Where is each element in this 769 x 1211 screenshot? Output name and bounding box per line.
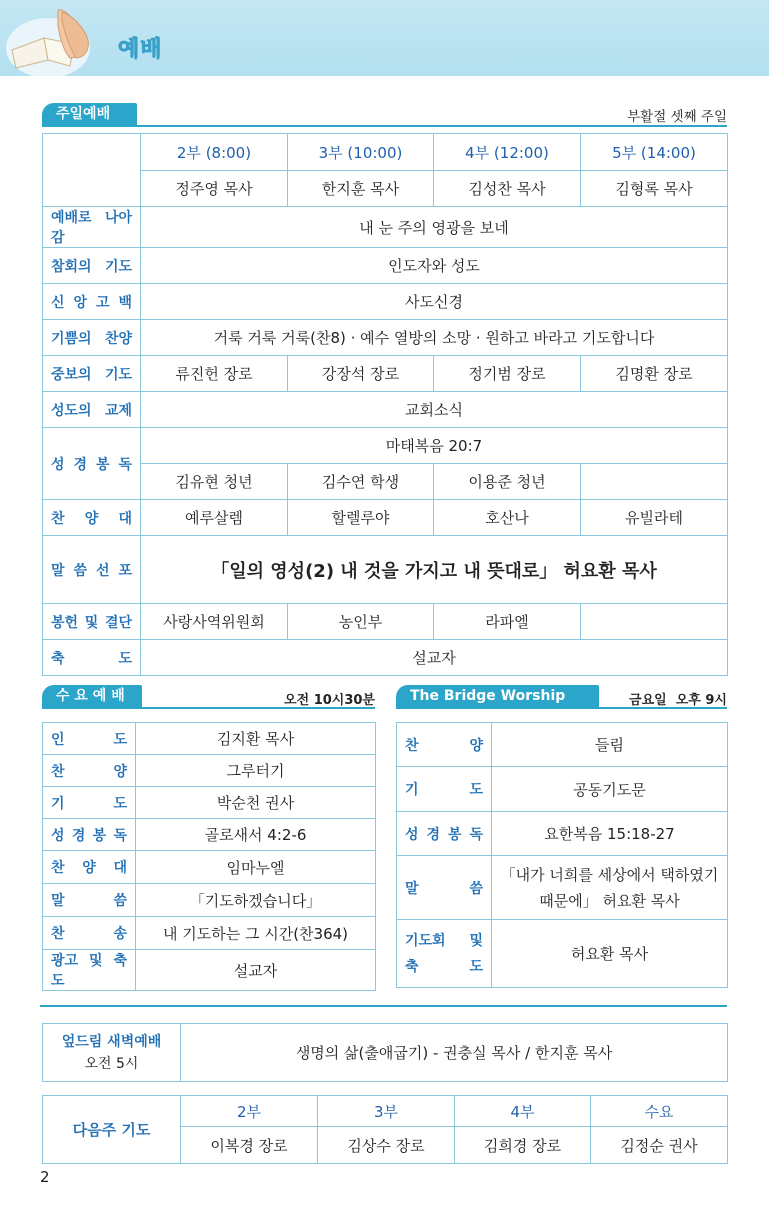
row-value: 「기도하겠습니다」 (136, 884, 376, 917)
reading-reader (581, 464, 728, 500)
sermon-value (492, 856, 728, 920)
sermon-value: 「일의 영성(2) 내 것을 가지고 내 뜻대로」 허요환 목사 (141, 536, 728, 604)
row-value: 그루터기 (136, 755, 376, 787)
praying-hands-bible-icon (4, 2, 100, 76)
row-value: 내 기도하는 그 시간(찬364) (136, 917, 376, 950)
row-label: 찬 송 (43, 917, 136, 950)
corner-cell (43, 134, 141, 207)
row-label (397, 920, 492, 988)
row-value: 임마누엘 (136, 851, 376, 884)
row-value: 설교자 (136, 950, 376, 991)
dawn-value: 생명의 삶(출애굽기) - 권충실 목사 / 한지훈 목사 (181, 1024, 728, 1082)
row-value: 허요환 목사 (492, 920, 728, 988)
row-label: 기 도 (397, 767, 492, 812)
prayer-name: 김상수 장로 (318, 1127, 455, 1164)
service-time: 5부 (14:00) (581, 134, 728, 171)
bridge-worship-tab: The Bridge Worship (396, 685, 599, 708)
row-value: 김지환 목사 (136, 723, 376, 755)
page-number: 2 (40, 1168, 50, 1186)
row-value: 박순천 권사 (136, 787, 376, 819)
offering-name: 라파엘 (434, 604, 581, 640)
row-label: 말 씀 (397, 856, 492, 920)
intercession-name: 정기범 장로 (434, 356, 581, 392)
service-pastor: 김성찬 목사 (434, 171, 581, 207)
row-label: 말 씀 선 포 (43, 536, 141, 604)
row-label: 기 도 (43, 787, 136, 819)
offering-name: 사랑사역위원회 (141, 604, 288, 640)
sunday-note: 부활절 셋째 주일 (627, 109, 727, 125)
row-value: 들림 (492, 723, 728, 767)
row-value: 요한복음 15:18-27 (492, 812, 728, 856)
praise-value: 거룩 거룩 거룩(찬8) · 예수 열방의 소망 · 원하고 바라고 기도합니다 (141, 320, 728, 356)
prayer-name: 김정순 권사 (591, 1127, 728, 1164)
reading-reader: 김수연 학생 (288, 464, 434, 500)
sunday-worship-tab: 주일예배 (42, 103, 137, 126)
prayer-column: 2부 (181, 1096, 318, 1127)
row-label: 성도의 교제 (43, 392, 141, 428)
service-pastor: 김형록 목사 (581, 171, 728, 207)
prayer-name: 김희경 장로 (455, 1127, 591, 1164)
creed-value: 사도신경 (141, 284, 728, 320)
sermon-line-1: 「내가 너희를 세상에서 택하였기 (500, 865, 719, 884)
dawn-label: 엎드림 새벽예배 (61, 1033, 162, 1050)
bridge-note: 금요일 오후 9시 (629, 693, 727, 708)
choir-name: 할렐루야 (288, 500, 434, 536)
fellowship-value: 교회소식 (141, 392, 728, 428)
next-prayer-label: 다음주 기도 (43, 1096, 181, 1164)
bridge-worship-table (396, 722, 728, 988)
row-label: 찬 양 (43, 755, 136, 787)
service-pastor: 한지훈 목사 (288, 171, 434, 207)
row-label: 말 씀 (43, 884, 136, 917)
reading-reader: 이용준 청년 (434, 464, 581, 500)
row-label: 찬 양 (397, 723, 492, 767)
benediction-value: 설교자 (141, 640, 728, 676)
row-value: 골로새서 4:2-6 (136, 819, 376, 851)
row-label: 참회의 기도 (43, 248, 141, 284)
intercession-name: 강장석 장로 (288, 356, 434, 392)
row-label: 봉헌 및 결단 (43, 604, 141, 640)
wednesday-worship-tab: 수 요 예 배 (42, 685, 142, 708)
row-label: 중보의 기도 (43, 356, 141, 392)
choir-name: 호산나 (434, 500, 581, 536)
service-pastor: 정주영 목사 (141, 171, 288, 207)
prayer-column: 3부 (318, 1096, 455, 1127)
row-value: 공동기도문 (492, 767, 728, 812)
prayer-column: 4부 (455, 1096, 591, 1127)
reading-reader: 김유현 청년 (141, 464, 288, 500)
offering-name (581, 604, 728, 640)
row-label: 광고 및 축도 (43, 950, 136, 991)
service-time: 4부 (12:00) (434, 134, 581, 171)
row-label: 기쁨의 찬양 (43, 320, 141, 356)
page-header (0, 0, 769, 76)
sunday-worship-table (42, 133, 728, 676)
row-label: 인 도 (43, 723, 136, 755)
wednesday-note: 오전 10시30분 (284, 693, 375, 708)
offering-name: 농인부 (288, 604, 434, 640)
label-line-1: 기도회 및 (405, 932, 483, 949)
dawn-label-cell (43, 1024, 181, 1082)
repentance-value: 인도자와 성도 (141, 248, 728, 284)
sunday-tab-rule (42, 125, 727, 127)
row-label: 찬 양 대 (43, 500, 141, 536)
row-label: 찬 양 대 (43, 851, 136, 884)
reading-passage: 마태복음 20:7 (141, 428, 728, 464)
label-line-2: 축 도 (405, 958, 483, 975)
row-label: 축 도 (43, 640, 141, 676)
dawn-worship-table (42, 1023, 728, 1082)
wednesday-worship-table (42, 722, 376, 991)
intercession-name: 류진헌 장로 (141, 356, 288, 392)
service-time: 2부 (8:00) (141, 134, 288, 171)
row-label: 성 경 봉 독 (43, 819, 136, 851)
choir-name: 예루살렘 (141, 500, 288, 536)
prayer-name: 이복경 장로 (181, 1127, 318, 1164)
prayer-column: 수요 (591, 1096, 728, 1127)
service-time: 3부 (10:00) (288, 134, 434, 171)
intercession-name: 김명환 장로 (581, 356, 728, 392)
section-divider (40, 1005, 727, 1007)
approach-value: 내 눈 주의 영광을 보네 (141, 207, 728, 248)
row-label: 예배로 나아감 (43, 207, 141, 248)
sermon-line-2: 때문에」 허요환 목사 (539, 891, 680, 910)
row-label: 성 경 봉 독 (43, 428, 141, 500)
page-title: 예배 (118, 37, 163, 62)
next-prayer-table (42, 1095, 728, 1164)
row-label: 신 앙 고 백 (43, 284, 141, 320)
choir-name: 유빌라테 (581, 500, 728, 536)
row-label: 성 경 봉 독 (397, 812, 492, 856)
dawn-time: 오전 5시 (84, 1055, 139, 1072)
